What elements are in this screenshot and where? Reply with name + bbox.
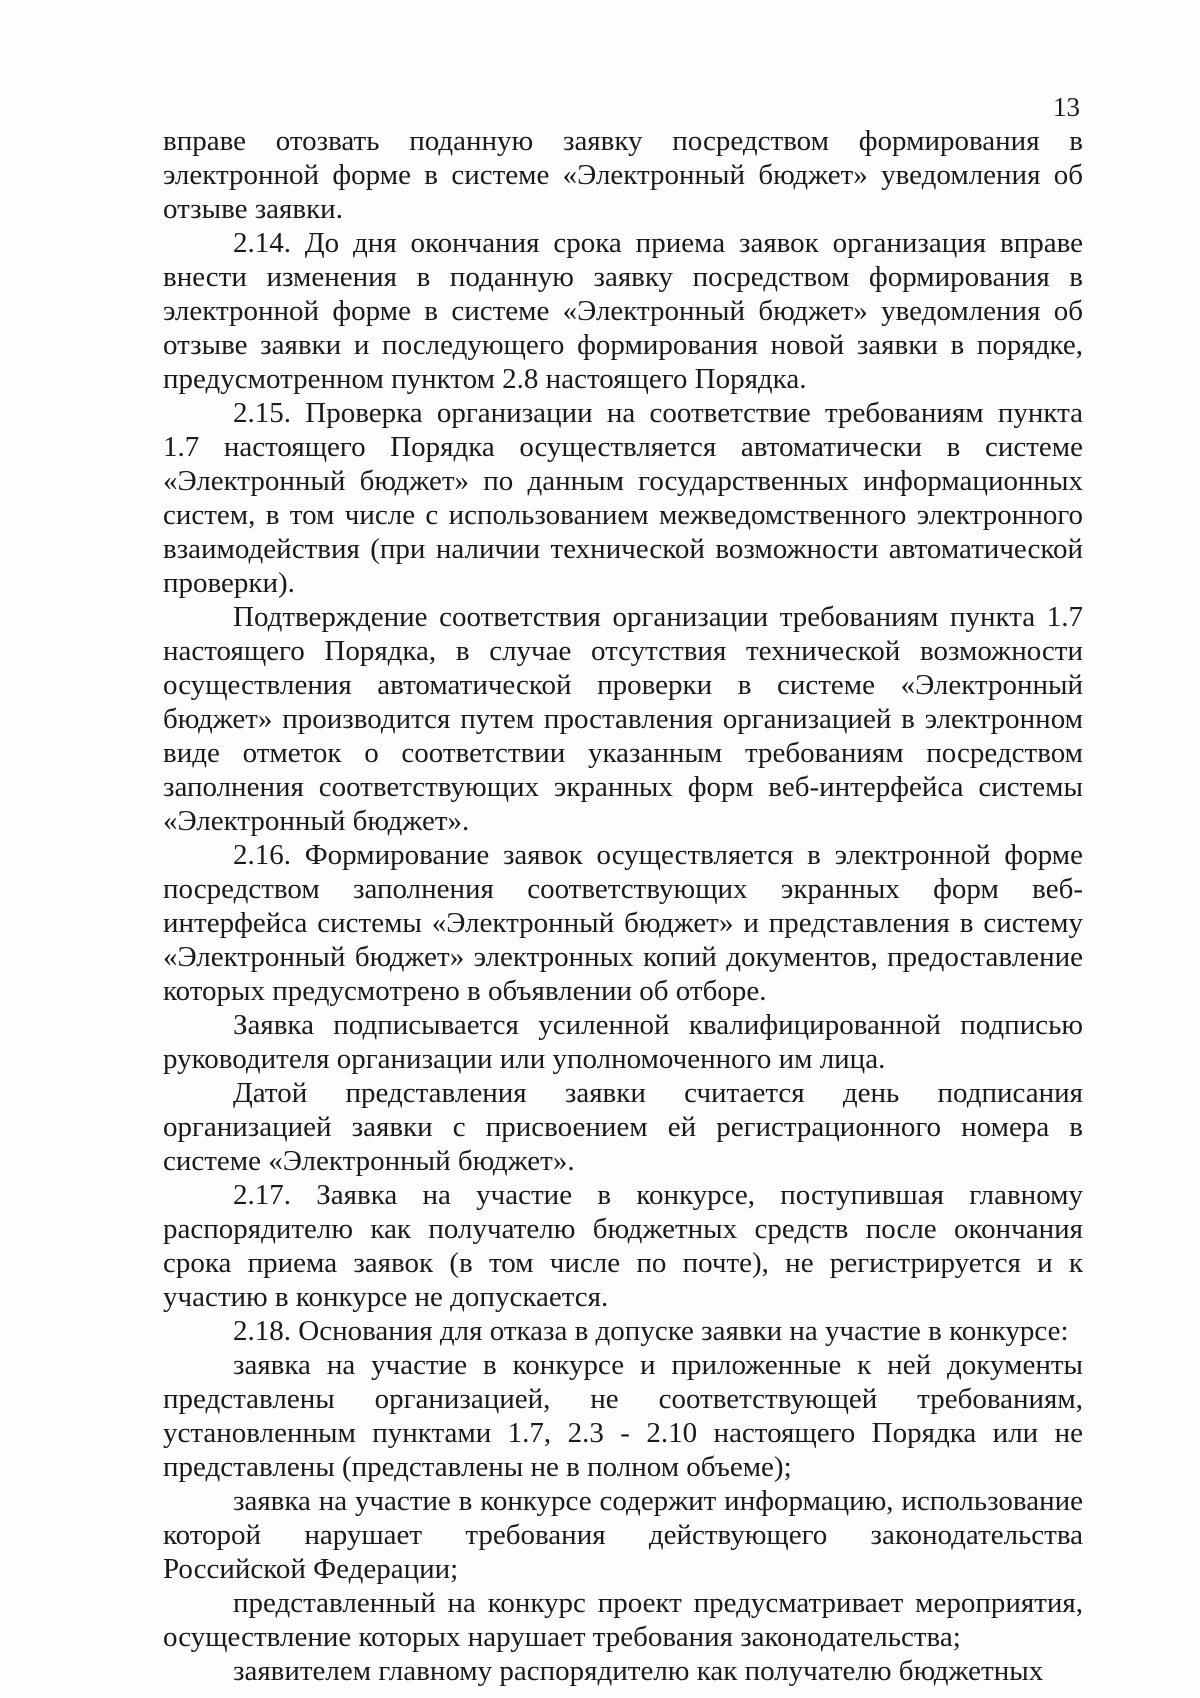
list-item-grounds-1: заявка на участие в конкурсе и приложенные к ней документы представлены организацией, не соответствующей требованиям, установленным пунктами 1.7, 2.3 - 2.10 настоящего Порядка или не представлены (представлены не в полном объеме); <box>163 1349 1083 1483</box>
list-item-grounds-4: заявителем главному распорядителю как получателю бюджетных <box>233 1655 1044 1687</box>
paragraph-2-14: 2.14. До дня окончания срока приема заявок организация вправе внести изменения в поданную заявку посредством формирования в электронной форме в системе «Электронный бюджет» уведомления об отзыве заявки и последующего формирования новой заявки в порядке, предусмотренном пунктом 2.8 настоящего Порядка. <box>163 227 1083 395</box>
paragraph-2-18: 2.18. Основания для отказа в допуске заявки на участие в конкурсе: <box>233 1315 1069 1347</box>
paragraph-signature: Заявка подписывается усиленной квалифицированной подписью руководителя организации или уполномоченного им лица. <box>163 1009 1083 1075</box>
page-number: 13 <box>1053 92 1080 122</box>
paragraph-2-17: 2.17. Заявка на участие в конкурсе, поступившая главному распорядителю как получателю бюджетных средств после окончания срока приема заявок (в том числе по почте), не регистрируется и к участию в конкурсе не допускается. <box>163 1179 1083 1313</box>
list-item-grounds-2: заявка на участие в конкурсе содержит информацию, использование которой нарушает требования действующего законодательства Российской Федерации; <box>163 1485 1083 1585</box>
paragraph-submission-date: Датой представления заявки считается день подписания организацией заявки с присвоением ей регистрационного номера в системе «Электронный бюджет». <box>163 1077 1083 1177</box>
list-item-grounds-3: представленный на конкурс проект предусматривает мероприятия, осуществление которых нарушает требования законодательства; <box>163 1587 1083 1653</box>
paragraph-continuation: вправе отозвать поданную заявку посредством формирования в электронной форме в системе «Электронный бюджет» уведомления об отзыве заявки. <box>163 125 1083 225</box>
document-body <box>163 124 1083 1688</box>
paragraph-2-16: 2.16. Формирование заявок осуществляется в электронной форме посредством заполнения соответствующих экранных форм веб-интерфейса системы «Электронный бюджет» и представления в систему «Электронный бюджет» электронных копий документов, предоставление которых предусмотрено в объявлении об отборе. <box>163 839 1083 1007</box>
paragraph-2-15: 2.15. Проверка организации на соответствие требованиям пункта 1.7 настоящего Порядка осуществляется автоматически в системе «Электронный бюджет» по данным государственных информационных систем, в том числе с использованием межведомственного электронного взаимодействия (при наличии технической возможности автоматической проверки). <box>163 397 1083 599</box>
paragraph-confirmation: Подтверждение соответствия организации требованиям пункта 1.7 настоящего Порядка, в случае отсутствия технической возможности осуществления автоматической проверки в системе «Электронный бюджет» производится путем проставления организацией в электронном виде отметок о соответствии указанным требованиям посредством заполнения соответствующих экранных форм веб-интерфейса системы «Электронный бюджет». <box>163 601 1083 837</box>
